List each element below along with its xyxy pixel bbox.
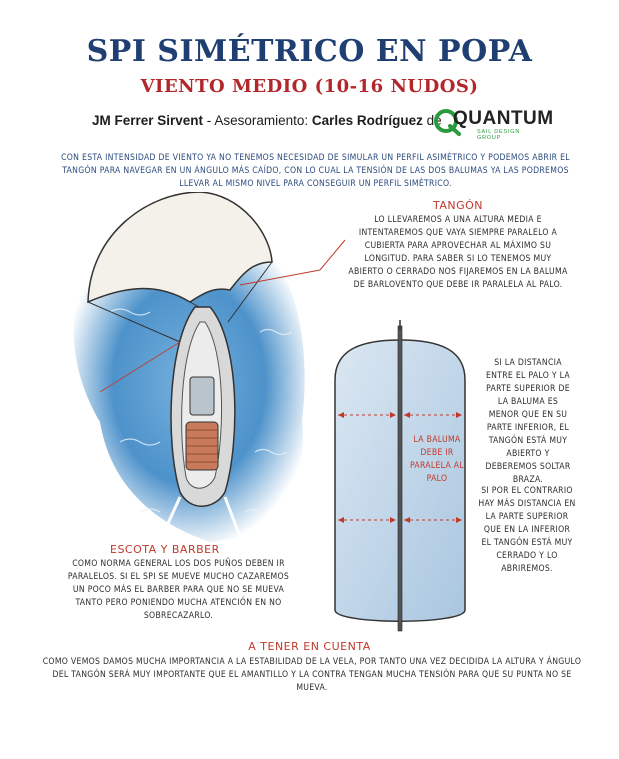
advisor-name: Carles Rodríguez [311, 113, 423, 128]
credits-line [92, 113, 442, 128]
credits-connector: de [422, 113, 442, 128]
right-note-2: SI POR EL CONTRARIO HAY MÁS DISTANCIA EN LA PARTE SUPERIOR QUE EN LA INFERIOR EL TANGÓN ESTÁ MUY CERRADO Y LO ABRIREMOS. [478, 486, 576, 574]
logo-wordmark: QUANTUM [453, 108, 554, 129]
credits-separator: - [203, 113, 215, 128]
escota-heading: ESCOTA Y BARBER [110, 543, 220, 556]
page-subtitle: VIENTO MEDIO (10-16 NUDOS) [140, 76, 479, 97]
boat-cabin [190, 377, 214, 415]
author-name: JM Ferrer Sirvent [92, 113, 204, 128]
tangon-text: LO LLEVAREMOS A UNA ALTURA MEDIA E INTENTAREMOS QUE VAYA SIEMPRE PARALELO A CUBIERTA PARA APROVECHAR AL MÁXIMO SU LONGITUD. PARA SABER SI LO TENEMOS MUY ABIERTO O CERRADO NOS FIJAREMOS EN LA BALUMA DE BARLOVENTO QUE DEBE IR PARALELA AL PALO. [348, 215, 568, 290]
tener-heading: A TENER EN CUENTA [248, 640, 371, 653]
baluma-label: LA BALUMA DEBE IR PARALELA AL PALO [409, 435, 465, 484]
escota-text: COMO NORMA GENERAL LOS DOS PUÑOS DEBEN IR PARALELOS. SI EL SPI SE MUEVE MUCHO CAZAREMOS UN POCO MÁS EL BARBER PARA QUE NO SE MUEVA TANTO PERO PONIENDO MUCHA ATENCIÓN EN NO SOBRECAZARLO. [67, 559, 290, 621]
tangon-heading: TANGÓN [433, 199, 484, 212]
right-note-1: SI LA DISTANCIA ENTRE EL PALO Y LA PARTE SUPERIOR DE LA BALUMA ES MENOR QUE EN SU PARTE INFERIOR, EL TANGÓN ESTÁ MUY ABIERTO Y DEBEREMOS SOLTAR BRAZA. [485, 358, 571, 485]
tener-text: COMO VEMOS DAMOS MUCHA IMPORTANCIA A LA ESTABILIDAD DE LA VELA, POR TANTO UNA VEZ DECIDIDA LA ALTURA Y ÁNGULO DEL TANGÓN SERÁ MUY IMPORTANTE QUE EL AMANTILLO Y LA CONTRA TENGAN MUCHA TENSIÓN PARA QUE SU PUNTA NO SE MUEVA. [42, 657, 582, 693]
page-title: SPI SIMÉTRICO EN POPA [86, 34, 533, 69]
tangon-leader [230, 230, 350, 290]
advice-label: Asesoramiento: [214, 113, 312, 128]
logo-tagline: SAIL DESIGN GROUP [477, 129, 521, 141]
mast [398, 326, 402, 631]
intro-paragraph: CON ESTA INTENSIDAD DE VIENTO YA NO TENEMOS NECESIDAD DE SIMULAR UN PERFIL ASIMÉTRICO Y PODEMOS ABRIR EL TANGÓN PARA NAVEGAR EN UN ÁNGULO MÁS CAÍDO, CON LO CUAL LA TENSIÓN DE LAS DOS BALUMAS YA LAS PODREMOS LLEVAR AL MISMO NIVEL PARA CONSEGUIR UN PERFIL SIMÉTRICO. [61, 153, 570, 189]
quantum-logo [433, 108, 554, 141]
